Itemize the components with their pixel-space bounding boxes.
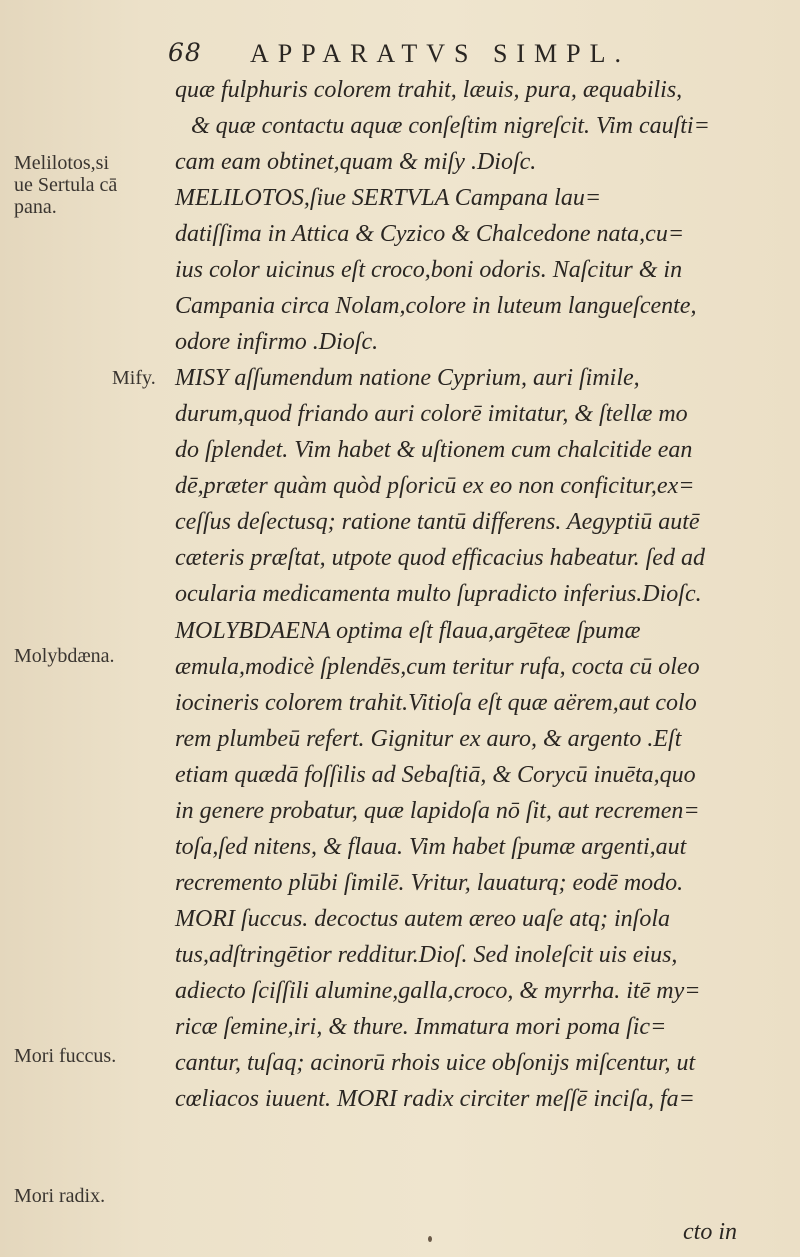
ink-speck	[428, 1236, 432, 1242]
text-line: MORI ſuccus. decoctus autem æreo uaſe atq; inſola	[175, 906, 670, 932]
text-line: datiſſima in Attica & Cyzico & Chalcedone nata,cu=	[175, 221, 685, 247]
margin-note: Molybdæna.	[14, 645, 115, 667]
text-line: cæteris præſtat, utpote quod efficacius habeatur. ſed ad	[175, 545, 705, 571]
text-line: recremento plūbi ſimilē. Vritur, lauaturq; eodē modo.	[175, 870, 684, 896]
text-line: cam eam obtinet,quam & miſy .Dioſc.	[175, 149, 537, 175]
margin-note: ue Sertula cā	[14, 174, 118, 196]
margin-note: pana.	[14, 196, 57, 218]
catchword: cto in	[683, 1219, 737, 1245]
text-line: MOLYBDAENA optima eſt flaua,argēteæ ſpumæ	[175, 618, 641, 644]
text-line: MELILOTOS,ſiue SERTVLA Campana lau=	[175, 185, 602, 211]
running-title: APPARATVS SIMPL.	[250, 39, 631, 68]
text-line: dē,præter quàm quòd pſoricū ex eo non conficitur,ex=	[175, 473, 695, 499]
text-line: ocularia medicamenta multo ſupradicto inferius.Dioſc.	[175, 581, 702, 607]
text-line: durum,quod friando auri colorē imitatur, & ſtellæ mo	[175, 401, 688, 427]
text-line: ius color uicinus eſt croco,boni odoris. Naſcitur & in	[175, 257, 683, 283]
text-line: cœliacos iuuent. MORI radix circiter meſſē inciſa, fa=	[175, 1086, 695, 1112]
page-header	[168, 38, 768, 72]
text-line: odore infirmo .Dioſc.	[175, 329, 379, 355]
text-line: etiam quædā foſſilis ad Sebaſtiā, & Corycū inuēta,quo	[175, 762, 696, 788]
margin-note: Mori radix.	[14, 1185, 106, 1207]
margin-note: Mori fuccus.	[14, 1045, 117, 1067]
margin-note: Melilotos,si	[14, 152, 110, 174]
text-line: ceſſus deſectusq; ratione tantū differens. Aegyptiū autē	[175, 509, 700, 535]
text-line: ricæ ſemine,iri, & thure. Immatura mori poma ſic=	[175, 1014, 667, 1040]
text-line: tus,adſtringētior redditur.Dioſ. Sed inoleſcit uis eius,	[175, 942, 678, 968]
text-line: iocineris colorem trahit.Vitioſa eſt quæ aërem,aut colo	[175, 690, 697, 716]
text-line: in genere probatur, quæ lapidoſa nō ſit, aut recremen=	[175, 798, 700, 824]
text-line: Campania circa Nolam,colore in luteum langueſcente,	[175, 293, 697, 319]
text-line: adiecto ſciſſili alumine,galla,croco, & myrrha. itē my=	[175, 978, 701, 1004]
text-line: & quæ contactu aquæ conſeſtim nigreſcit. Vim cauſti=	[191, 113, 710, 139]
text-line: æmula,modicè ſplendēs,cum teritur rufa, cocta cū oleo	[175, 654, 700, 680]
text-line: do ſplendet. Vim habet & uſtionem cum chalcitide ean	[175, 437, 693, 463]
folio-number: 68	[168, 38, 202, 67]
text-line: rem plumbeū refert. Gignitur ex auro, & argento .Eſt	[175, 726, 682, 752]
text-line: quæ fulphuris colorem trahit, læuis, pura, æquabilis,	[175, 77, 683, 103]
margin-note: Mify.	[112, 367, 156, 389]
text-line: cantur, tuſaq; acinorū rhois uice obſonijs miſcentur, ut	[175, 1050, 696, 1076]
text-line: MISY aſſumendum natione Cyprium, auri ſimile,	[175, 365, 640, 391]
text-line: toſa,ſed nitens, & flaua. Vim habet ſpumæ argenti,aut	[175, 834, 687, 860]
